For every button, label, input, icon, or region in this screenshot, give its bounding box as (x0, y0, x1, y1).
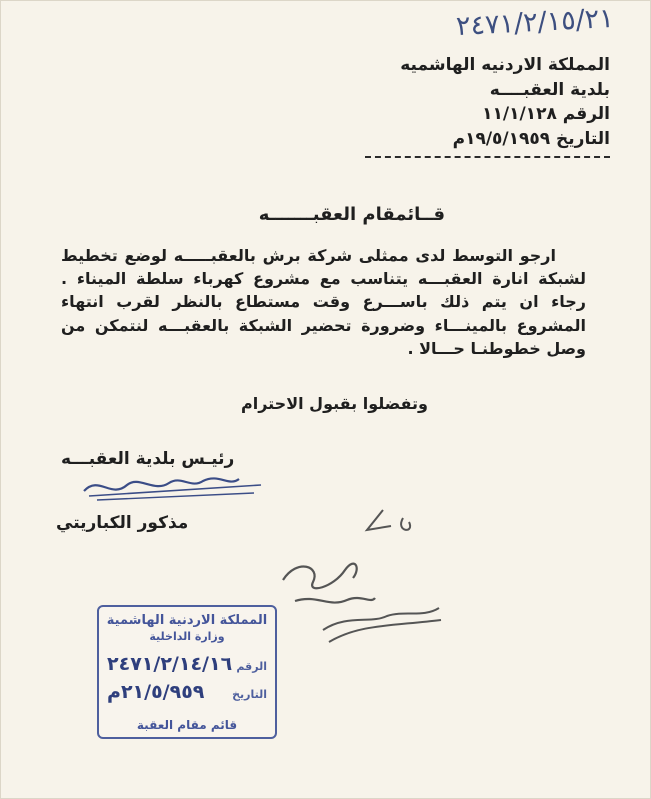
stamp-office: قائم مقام العقبة (136, 718, 238, 732)
signature-mark (79, 463, 269, 503)
reference-number: الرقم ١١/١/١٢٨ (482, 104, 610, 125)
kingdom-name: المملكة الاردنيه الهاشميه (400, 55, 610, 75)
letter-body (61, 244, 586, 360)
signer-title: رئيـس بلدية العقبـــه (61, 449, 235, 469)
stamp-number-field (99, 653, 275, 681)
municipality-name: بلدية العقبــــه (489, 79, 610, 100)
closing-line: وتفضلوا بقبول الاحترام (240, 394, 428, 413)
recipient-title: قــائمقام العقبـــــــه (258, 204, 445, 225)
stamp-date-value: ٢١/٥/٩٥٩م (107, 681, 205, 703)
body-paragraph: ارجو التوسط لدى ممثلى شركة برش بالعقبـــــه لوضع تخطيط لشبكة انارة العقبـــه يتناسب مع مشروع كهرباء سلطة الميناء . رجاء ان يتم ذلك باســـرع وقت مستطاع بالنظر لقرب انتهاء المشروع بالمينـــاء وضرورة تحضير الشبكة بالعقبـــه لنتمكن من وصل خطوطنـا حـــالا . (61, 246, 586, 358)
stamp-date-label: التاريخ (232, 688, 267, 701)
signer-name: مذكور الكباريتي (56, 513, 189, 533)
handwritten-reference: ٢٤٧١/٢/١٥/٢١ (455, 2, 615, 43)
header-divider (365, 156, 610, 158)
stamp-date-field (99, 681, 275, 709)
stamp-ministry: وزارة الداخلية (149, 630, 225, 643)
stamp-number-value: ٢٤٧١/٢/١٤/١٦ (107, 653, 233, 675)
ministry-stamp (97, 605, 277, 739)
stamp-number-label: الرقم (236, 660, 267, 673)
stamp-kingdom: المملكة الاردنية الهاشمية (106, 613, 268, 628)
letter-date: التاريخ ١٩/٥/١٩٥٩م (452, 128, 610, 149)
letterhead (310, 53, 610, 152)
handwritten-annotation (263, 496, 463, 656)
